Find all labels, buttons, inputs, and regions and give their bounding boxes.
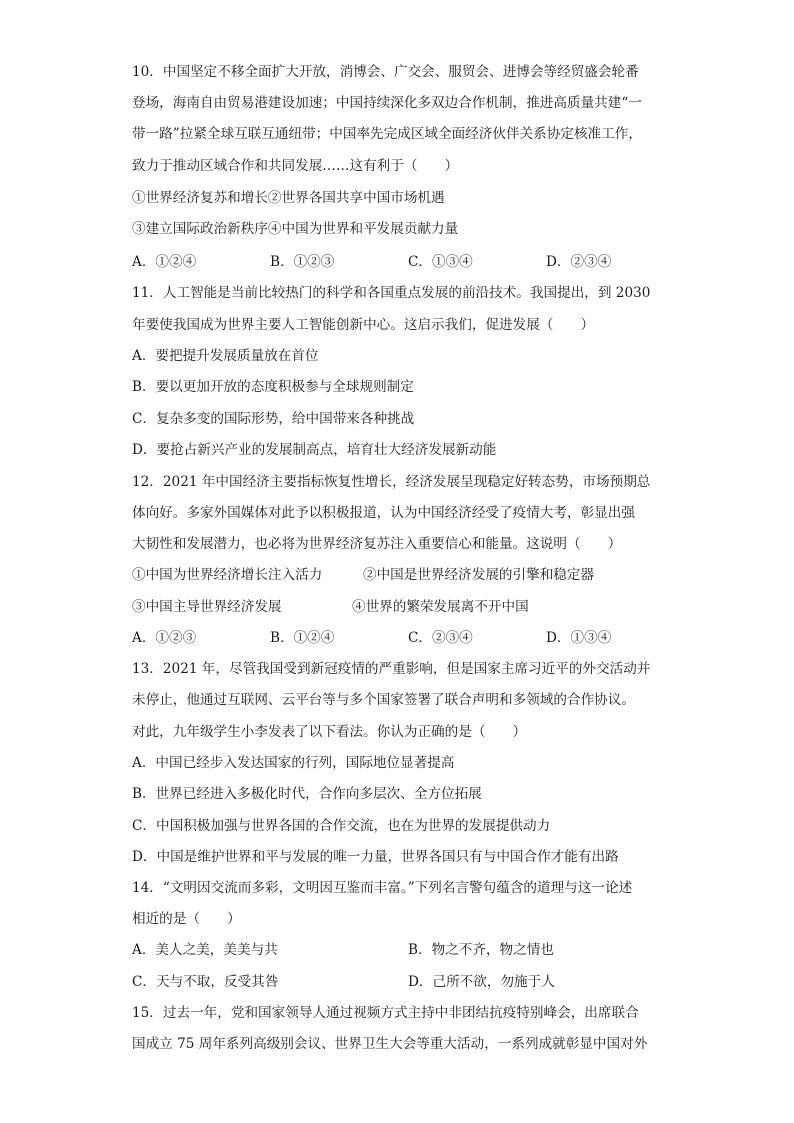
question-10-option-b[interactable]: B．①②③ bbox=[270, 254, 335, 270]
question-13-stem-line-3: 对此，九年级学生小李发表了以下看法。你认为正确的是（ ） bbox=[132, 724, 527, 740]
question-14-stem-line-2: 相近的是（ ） bbox=[132, 911, 241, 927]
question-13-stem-line-1: 13．2021 年，尽管我国受到新冠疫情的严重影响，但是国家主席习近平的外交活动并 bbox=[132, 661, 651, 677]
question-14-option-c[interactable]: C．天与不取，反受其咎 bbox=[132, 974, 279, 990]
question-12-option-a[interactable]: A．①②③ bbox=[132, 630, 197, 646]
question-10-statements-1: ①世界经济复苏和增长②世界各国共享中国市场机遇 bbox=[132, 190, 445, 206]
question-12-option-b[interactable]: B．①②④ bbox=[270, 630, 335, 646]
question-12-statement-1: ①中国为世界经济增长注入活力 bbox=[132, 567, 323, 583]
question-10-option-a[interactable]: A．①②④ bbox=[132, 254, 197, 270]
question-10-stem-line-2: 登场，海南自由贸易港建设加速；中国持续深化多双边合作机制，推进高质量共建“一 bbox=[132, 95, 642, 111]
question-12-stem-line-3: 大韧性和发展潜力，也必将为世界经济复苏注入重要信心和能量。这说明（ ） bbox=[132, 536, 622, 552]
question-12-statement-3: ③中国主导世界经济发展 bbox=[132, 599, 282, 615]
question-12-statement-4: ④世界的繁荣发展离不开中国 bbox=[352, 599, 529, 615]
question-10-stem-line-3: 带一路”拉紧全球互联互通纽带；中国率先完成区域全面经济伙伴关系协定核准工作， bbox=[132, 126, 642, 142]
question-12-option-d[interactable]: D．①③④ bbox=[546, 630, 612, 646]
question-13-option-c[interactable]: C．中国积极加强与世界各国的合作交流，也在为世界的发展提供动力 bbox=[132, 818, 551, 834]
question-12-stem-line-1: 12．2021 年中国经济主要指标恢复性增长，经济发展呈现稳定好转态势，市场预期总 bbox=[132, 474, 651, 490]
question-11-option-d[interactable]: D．要抢占新兴产业的发展制高点，培育壮大经济发展新动能 bbox=[132, 442, 497, 458]
question-11-stem-line-2: 年要使我国成为世界主要人工智能创新中心。这启示我们，促进发展（ ） bbox=[132, 317, 595, 333]
question-10-option-c[interactable]: C．①③④ bbox=[408, 254, 473, 270]
question-13-option-a[interactable]: A．中国已经步入发达国家的行列，国际地位显著提高 bbox=[132, 755, 455, 771]
question-14-stem-line-1: 14．“文明因交流而多彩，文明因互鉴而丰富。”下列名言警句蕴含的道理与这一论述 bbox=[132, 880, 633, 896]
question-13-option-b[interactable]: B．世界已经进入多极化时代，合作向多层次、全方位拓展 bbox=[132, 786, 482, 802]
question-11-option-c[interactable]: C．复杂多变的国际形势，给中国带来各种挑战 bbox=[132, 411, 415, 427]
question-11-option-b[interactable]: B．要以更加开放的态度积极参与全球规则制定 bbox=[132, 379, 414, 395]
question-11-option-a[interactable]: A．要把提升发展质量放在首位 bbox=[132, 348, 319, 364]
question-11-stem-line-1: 11．人工智能是当前比较热门的科学和各国重点发展的前沿技术。我国提出，到 2030 bbox=[132, 285, 651, 301]
question-12-option-c[interactable]: C．②③④ bbox=[408, 630, 473, 646]
question-12-statement-2: ②中国是世界经济发展的引擎和稳定器 bbox=[363, 567, 595, 583]
question-14-option-a[interactable]: A．美人之美，美美与共 bbox=[132, 942, 278, 958]
question-10-stem-line-4: 致力于推动区域合作和共同发展……这有利于（ ） bbox=[132, 158, 459, 174]
question-10-stem-line-1: 10．中国坚定不移全面扩大开放，消博会、广交会、服贸会、进博会等经贸盛会轮番 bbox=[132, 64, 639, 80]
question-10-option-d[interactable]: D．②③④ bbox=[546, 254, 612, 270]
question-13-option-d[interactable]: D．中国是维护世界和平与发展的唯一力量，世界各国只有与中国合作才能有出路 bbox=[132, 849, 619, 865]
question-12-stem-line-2: 体向好。多家外国媒体对此予以积极报道，认为中国经济经受了疫情大考，彰显出强 bbox=[132, 505, 635, 521]
question-15-stem-line-1: 15．过去一年，党和国家领导人通过视频方式主持中非团结抗疫特别峰会，出席联合 bbox=[132, 1005, 639, 1021]
question-10-statements-2: ③建立国际政治新秩序④中国为世界和平发展贡献力量 bbox=[132, 221, 459, 237]
question-15-stem-line-2: 国成立 75 周年系列高级别会议、世界卫生大会等重大活动，一系列成就彰显中国对外 bbox=[132, 1036, 648, 1052]
question-13-stem-line-2: 未停止，他通过互联网、云平台等与多个国家签署了联合声明和多领域的合作协议。 bbox=[132, 692, 635, 708]
question-14-option-b[interactable]: B．物之不齐，物之情也 bbox=[408, 942, 554, 958]
question-14-option-d[interactable]: D．己所不欲，勿施于人 bbox=[408, 974, 555, 990]
